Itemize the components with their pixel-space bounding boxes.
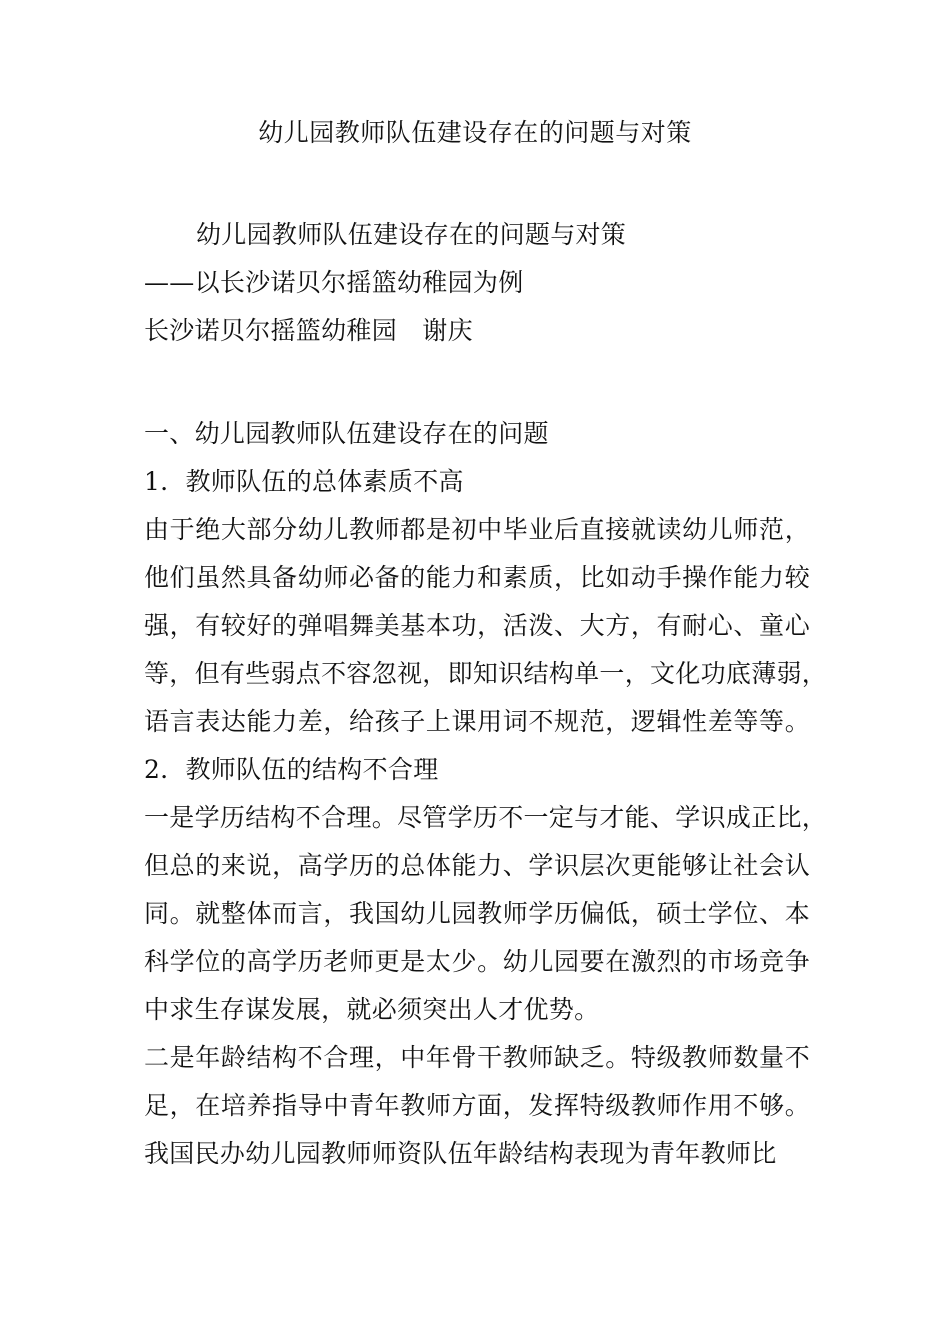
paragraph-line: 科学位的高学历老师更是太少。幼儿园要在激烈的市场竞争 [144,947,810,976]
paragraph-line: 同。就整体而言，我国幼儿园教师学历偏低，硕士学位、本 [144,899,810,928]
paragraph-line: 我国民办幼儿园教师师资队伍年龄结构表现为青年教师比 [144,1139,777,1168]
subsection-heading: 2．教师队伍的结构不合理 [144,755,439,784]
paragraph-line: 足，在培养指导中青年教师方面，发挥特级教师作用不够。 [144,1091,810,1120]
subtitle-line: 幼儿园教师队伍建设存在的问题与对策 [196,220,627,249]
paragraph-line: 中求生存谋发展，就必须突出人才优势。 [144,995,600,1024]
paragraph-line: 由于绝大部分幼儿教师都是初中毕业后直接就读幼儿师范， [144,515,810,544]
paragraph-line: 语言表达能力差，给孩子上课用词不规范，逻辑性差等等。 [144,707,810,736]
paragraph-line: 他们虽然具备幼师必备的能力和素质，比如动手操作能力较 [144,563,810,592]
header-block [144,211,810,355]
section-heading: 一、幼儿园教师队伍建设存在的问题 [144,419,549,448]
paragraph-line: 一是学历结构不合理。尽管学历不一定与才能、学识成正比， [144,803,828,832]
paragraph-line: 等，但有些弱点不容忽视，即知识结构单一，文化功底薄弱， [144,659,828,688]
document-title: 幼儿园教师队伍建设存在的问题与对策 [258,118,692,147]
subtitle-example-line: ——以长沙诺贝尔摇篮幼稚园为例 [144,268,524,297]
body-content [144,410,828,1178]
paragraph-line: 强，有较好的弹唱舞美基本功，活泼、大方，有耐心、童心 [144,611,810,640]
paragraph-line: 但总的来说，高学历的总体能力、学识层次更能够让社会认 [144,851,810,880]
author-line: 长沙诺贝尔摇篮幼稚园 谢庆 [144,316,473,345]
paragraph-line: 二是年龄结构不合理，中年骨干教师缺乏。特级教师数量不 [144,1043,810,1072]
subsection-heading: 1．教师队伍的总体素质不高 [144,467,464,496]
